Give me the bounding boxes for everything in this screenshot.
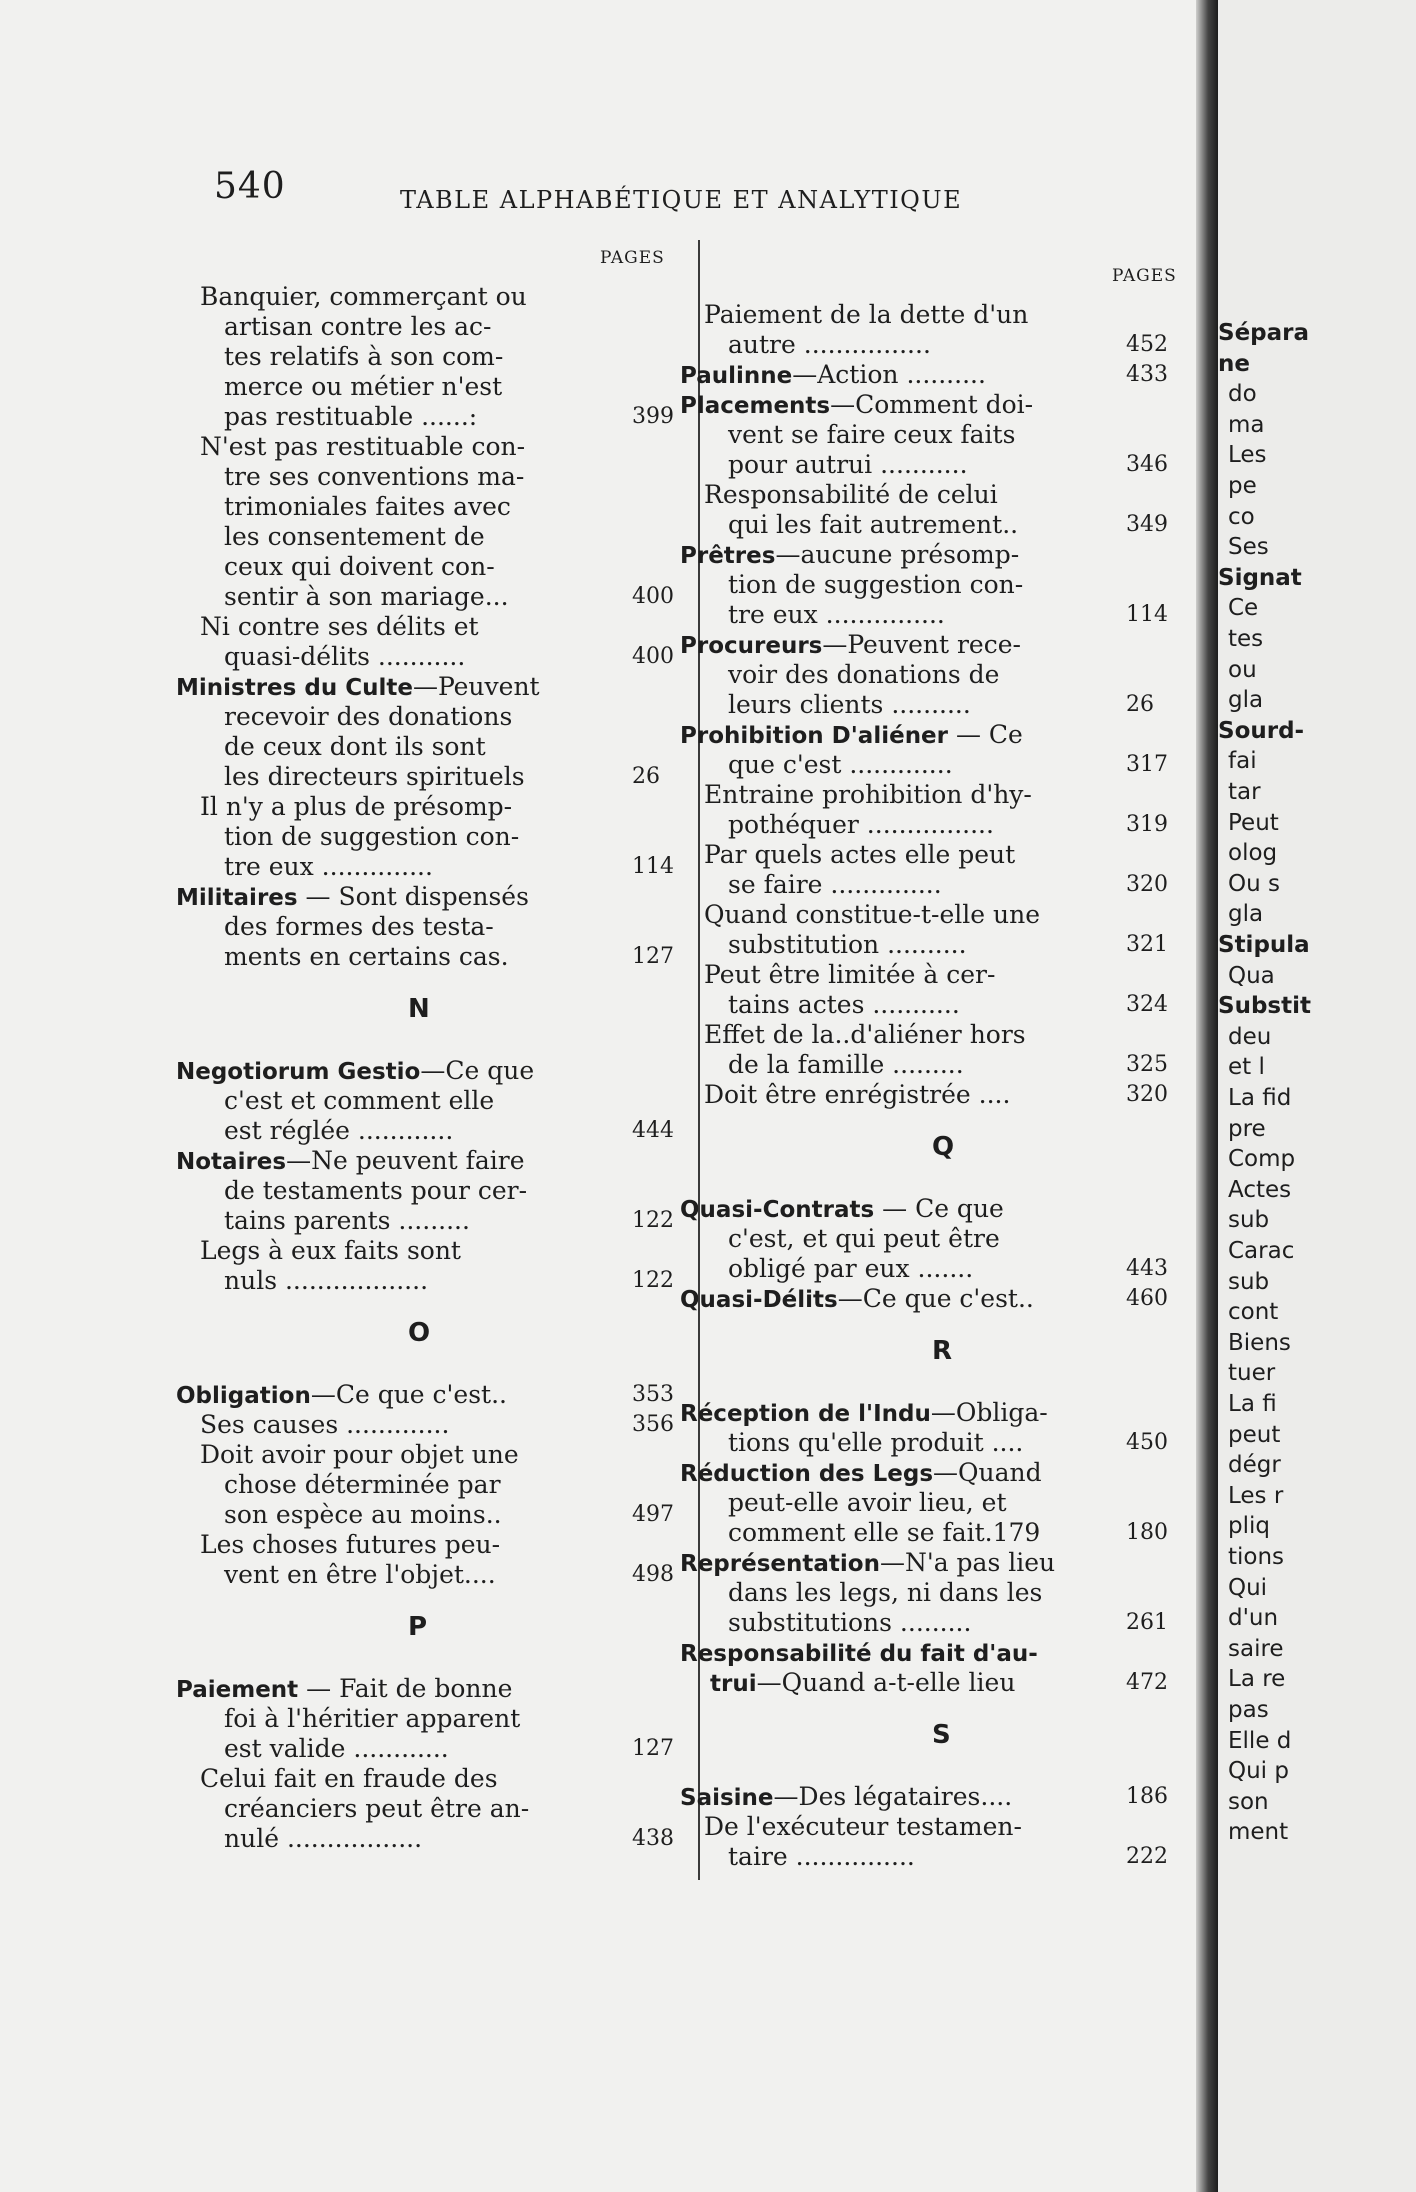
index-text: tion de suggestion con- bbox=[224, 822, 520, 851]
index-text: foi à l'héritier apparent bbox=[224, 1704, 521, 1733]
index-line bbox=[224, 1176, 527, 1206]
index-text: Doit être enrégistrée .... bbox=[704, 1080, 1011, 1109]
index-text: — Ce que bbox=[874, 1194, 1004, 1223]
facing-page-text: Qui p bbox=[1228, 1758, 1289, 1785]
index-line bbox=[728, 810, 994, 840]
index-text: nulé ................. bbox=[224, 1824, 423, 1853]
index-text: — Fait de bonne bbox=[298, 1674, 513, 1703]
index-line bbox=[728, 570, 1023, 600]
index-line bbox=[704, 960, 995, 990]
page-reference: 320 bbox=[1126, 1082, 1168, 1107]
index-line bbox=[728, 420, 1015, 450]
index-line bbox=[680, 1284, 1034, 1315]
facing-page-text: Les bbox=[1228, 442, 1267, 469]
index-line bbox=[224, 822, 519, 852]
facing-page-text: Les r bbox=[1228, 1482, 1284, 1509]
index-line bbox=[224, 1500, 502, 1530]
index-headword: Réduction des Legs bbox=[680, 1461, 934, 1487]
facing-page-text: sub bbox=[1228, 1207, 1270, 1234]
index-text: —Comment doi- bbox=[830, 390, 1034, 419]
section-letter: Q bbox=[932, 1132, 955, 1162]
index-line bbox=[680, 1458, 1042, 1489]
index-line bbox=[200, 1440, 519, 1470]
index-text: est réglée ............ bbox=[224, 1116, 454, 1145]
index-line bbox=[704, 1812, 1022, 1842]
page-reference: 400 bbox=[632, 584, 674, 609]
index-line bbox=[200, 282, 527, 312]
index-text: c'est et comment elle bbox=[224, 1086, 495, 1115]
index-text: Paiement de la dette d'un bbox=[704, 300, 1029, 329]
index-text: les consentement de bbox=[224, 522, 485, 551]
page-reference: 127 bbox=[632, 944, 674, 969]
index-line bbox=[224, 522, 485, 552]
index-headword: Responsabilité du fait d'au- bbox=[680, 1641, 1038, 1667]
facing-page-text: Biens bbox=[1228, 1329, 1291, 1356]
index-line bbox=[200, 1236, 461, 1266]
index-line bbox=[176, 672, 540, 703]
facing-page-text: Peut bbox=[1228, 809, 1279, 836]
page-reference: 443 bbox=[1126, 1256, 1168, 1281]
index-line bbox=[224, 1734, 449, 1764]
index-line bbox=[224, 342, 503, 372]
page-reference: 452 bbox=[1126, 332, 1168, 357]
facing-page-text: gla bbox=[1228, 687, 1264, 714]
page-reference: 498 bbox=[632, 1562, 674, 1587]
page-reference: 261 bbox=[1126, 1610, 1168, 1635]
index-line bbox=[224, 762, 525, 792]
index-line bbox=[728, 930, 967, 960]
index-line bbox=[704, 840, 1015, 870]
page-reference: 400 bbox=[632, 644, 674, 669]
facing-page-text: Carac bbox=[1228, 1238, 1295, 1264]
index-text: —Ce que c'est.. bbox=[310, 1380, 507, 1409]
page-reference: 346 bbox=[1126, 452, 1168, 477]
index-headword: Ministres du Culte bbox=[176, 675, 413, 701]
index-line bbox=[680, 630, 1021, 661]
facing-page-text: Ce bbox=[1228, 595, 1259, 622]
facing-page-text: sub bbox=[1228, 1268, 1270, 1295]
index-line bbox=[680, 360, 986, 391]
index-line bbox=[728, 1224, 1000, 1254]
section-letter: P bbox=[408, 1612, 428, 1642]
index-line bbox=[680, 1194, 1004, 1225]
index-line bbox=[704, 1020, 1026, 1050]
index-text: Par quels actes elle peut bbox=[704, 840, 1016, 869]
page-reference: 356 bbox=[632, 1412, 674, 1437]
index-text: taire ............... bbox=[728, 1842, 915, 1871]
facing-page-text: peut bbox=[1228, 1421, 1281, 1448]
index-line bbox=[728, 1050, 964, 1080]
index-line bbox=[728, 690, 971, 720]
section-letter: N bbox=[408, 994, 430, 1024]
index-text: voir des donations de bbox=[728, 660, 1000, 689]
index-line bbox=[728, 1518, 1040, 1548]
index-line bbox=[224, 1704, 520, 1734]
index-text: Effet de la..d'aliéner hors bbox=[704, 1020, 1026, 1049]
facing-page-text: co bbox=[1228, 503, 1255, 530]
index-text: Il n'y a plus de présomp- bbox=[200, 792, 513, 821]
index-headword: Negotiorum Gestio bbox=[176, 1059, 421, 1085]
index-line bbox=[224, 912, 494, 942]
index-text: nuls .................. bbox=[224, 1266, 429, 1295]
index-text: tes relatifs à son com- bbox=[224, 342, 504, 371]
index-text: —Peuvent bbox=[412, 672, 540, 701]
facing-page-text: ne bbox=[1218, 350, 1250, 377]
page-reference: 26 bbox=[1126, 692, 1154, 717]
page-reference: 320 bbox=[1126, 872, 1168, 897]
index-headword: Quasi-Délits bbox=[680, 1287, 838, 1313]
index-line bbox=[224, 942, 509, 972]
index-text: comment elle se fait.179 bbox=[728, 1518, 1041, 1547]
facing-page-text: pas bbox=[1228, 1697, 1269, 1723]
facing-page-text: d'un bbox=[1228, 1605, 1279, 1632]
page-reference: 114 bbox=[632, 854, 674, 879]
page-reference: 450 bbox=[1126, 1430, 1168, 1455]
index-text: Peut être limitée à cer- bbox=[704, 960, 996, 989]
index-headword: Paiement bbox=[176, 1677, 299, 1703]
index-text: substitution .......... bbox=[728, 930, 967, 959]
index-line bbox=[728, 510, 1018, 540]
index-headword: Placements bbox=[680, 393, 831, 419]
index-line bbox=[224, 1794, 529, 1824]
section-letter: R bbox=[932, 1336, 953, 1366]
page-reference: 460 bbox=[1126, 1286, 1168, 1311]
index-headword: Militaires bbox=[176, 885, 298, 911]
index-line bbox=[704, 1080, 1010, 1110]
index-text: —Action .......... bbox=[792, 360, 986, 389]
page-reference: 180 bbox=[1126, 1520, 1168, 1545]
facing-page-text: Ou s bbox=[1228, 870, 1280, 897]
index-line bbox=[224, 552, 495, 582]
index-column-right bbox=[680, 256, 1177, 1871]
index-line bbox=[728, 1254, 973, 1284]
index-text: Quand constitue-t-elle une bbox=[704, 900, 1040, 929]
index-headword: Obligation bbox=[176, 1383, 311, 1409]
page-reference: 222 bbox=[1126, 1844, 1168, 1869]
facing-page-text: fai bbox=[1228, 748, 1257, 775]
index-line bbox=[200, 612, 479, 642]
index-text: pour autrui ........... bbox=[728, 450, 968, 479]
index-text: de ceux dont ils sont bbox=[224, 732, 486, 761]
index-headword: Représentation bbox=[680, 1551, 880, 1577]
index-text: vent en être l'objet.... bbox=[224, 1560, 496, 1589]
index-text: tion de suggestion con- bbox=[728, 570, 1024, 599]
index-line bbox=[704, 300, 1028, 330]
facing-page-text: dégr bbox=[1228, 1452, 1281, 1479]
facing-page-text: La re bbox=[1228, 1666, 1286, 1693]
index-line bbox=[224, 1470, 501, 1500]
index-line bbox=[728, 1578, 1042, 1608]
page-reference: 122 bbox=[632, 1268, 674, 1293]
index-line bbox=[200, 792, 512, 822]
facing-page-text: ma bbox=[1228, 411, 1265, 438]
facing-page-text: Signat bbox=[1218, 564, 1302, 591]
page-reference: 317 bbox=[1126, 752, 1168, 777]
index-line bbox=[200, 1410, 449, 1440]
index-headword: Quasi-Contrats bbox=[680, 1197, 875, 1223]
index-text: artisan contre les ac- bbox=[224, 312, 492, 341]
facing-page-text: Qua bbox=[1228, 962, 1275, 989]
index-text: — Sont dispensés bbox=[297, 882, 529, 911]
index-headword: Prêtres bbox=[680, 543, 776, 569]
page-reference: 497 bbox=[632, 1502, 674, 1527]
pages-column-label: PAGES bbox=[600, 248, 665, 268]
facing-page-text: gla bbox=[1228, 901, 1264, 928]
index-text: des formes des testa- bbox=[224, 912, 494, 941]
index-text: c'est, et qui peut être bbox=[728, 1224, 1000, 1253]
index-text: N'est pas restituable con- bbox=[200, 432, 526, 461]
index-line bbox=[728, 450, 968, 480]
pages-column-label: PAGES bbox=[1112, 266, 1177, 286]
page-reference: 399 bbox=[632, 404, 674, 429]
page-reference: 319 bbox=[1126, 812, 1168, 837]
page-reference: 444 bbox=[632, 1118, 674, 1143]
index-text: merce ou métier n'est bbox=[224, 372, 503, 401]
facing-page-text: La fi bbox=[1228, 1391, 1277, 1417]
index-line bbox=[224, 1824, 422, 1854]
index-line bbox=[224, 1086, 494, 1116]
page-reference: 114 bbox=[1126, 602, 1168, 627]
index-text: ceux qui doivent con- bbox=[224, 552, 495, 581]
index-line bbox=[200, 1764, 498, 1794]
index-text: recevoir des donations bbox=[224, 702, 513, 731]
index-line bbox=[704, 480, 998, 510]
index-text: leurs clients .......... bbox=[728, 690, 971, 719]
book-gutter bbox=[1196, 0, 1218, 2192]
index-text: tre ses conventions ma- bbox=[224, 462, 525, 491]
index-text: tions qu'elle produit .... bbox=[728, 1428, 1024, 1457]
facing-page-text: Qui bbox=[1228, 1574, 1268, 1601]
facing-page-text: tes bbox=[1228, 626, 1264, 652]
facing-page-text: pe bbox=[1228, 473, 1257, 499]
facing-page-text: Sépara bbox=[1218, 320, 1310, 346]
index-text: substitutions ......... bbox=[728, 1608, 972, 1637]
index-text: de la famille ......... bbox=[728, 1050, 964, 1079]
index-text: chose déterminée par bbox=[224, 1470, 501, 1499]
facing-page-text: son bbox=[1228, 1788, 1269, 1815]
index-text: se faire .............. bbox=[728, 870, 942, 899]
facing-page-text: Actes bbox=[1228, 1176, 1292, 1203]
index-line bbox=[728, 1488, 1007, 1518]
index-line bbox=[224, 402, 477, 432]
index-line bbox=[680, 540, 1019, 571]
page-reference: 438 bbox=[632, 1826, 674, 1851]
index-text: les directeurs spirituels bbox=[224, 762, 525, 791]
index-line bbox=[704, 900, 1040, 930]
facing-page-text: La fid bbox=[1228, 1085, 1292, 1111]
page-number: 540 bbox=[214, 166, 286, 207]
facing-page-text: do bbox=[1228, 381, 1257, 408]
index-text: pothéquer ................ bbox=[728, 810, 994, 839]
index-text: Banquier, commerçant ou bbox=[200, 282, 527, 311]
page-reference: 26 bbox=[632, 764, 660, 789]
index-line bbox=[728, 660, 999, 690]
index-line bbox=[224, 1206, 470, 1236]
index-text: tains parents ......... bbox=[224, 1206, 470, 1235]
index-line bbox=[224, 852, 433, 882]
index-text: que c'est ............. bbox=[728, 750, 953, 779]
index-line bbox=[224, 492, 511, 522]
facing-page-text: ou bbox=[1228, 656, 1257, 683]
facing-page-text: Ses bbox=[1228, 534, 1269, 561]
facing-page-text: Sourd- bbox=[1218, 717, 1305, 744]
index-line bbox=[224, 462, 524, 492]
facing-page-text: Elle d bbox=[1228, 1727, 1292, 1754]
running-head: TABLE ALPHABÉTIQUE ET ANALYTIQUE bbox=[400, 186, 963, 214]
index-line bbox=[680, 1638, 1038, 1669]
facing-page-text: Substit bbox=[1218, 993, 1311, 1020]
index-text: de testaments pour cer- bbox=[224, 1176, 528, 1205]
index-line bbox=[176, 1674, 512, 1705]
index-text: De l'exécuteur testamen- bbox=[704, 1812, 1022, 1841]
facing-page-text: Comp bbox=[1228, 1146, 1296, 1173]
index-text: —Quand a-t-elle lieu bbox=[756, 1668, 1016, 1697]
index-line bbox=[680, 720, 1023, 751]
index-line bbox=[224, 702, 512, 732]
facing-page-text: saire bbox=[1228, 1635, 1284, 1662]
index-line bbox=[680, 390, 1033, 421]
index-text: —Ce que bbox=[420, 1056, 535, 1085]
index-line bbox=[224, 312, 492, 342]
index-text: —Peuvent rece- bbox=[822, 630, 1021, 659]
index-line bbox=[224, 1560, 496, 1590]
facing-page-text: pre bbox=[1228, 1115, 1266, 1142]
index-line bbox=[728, 1428, 1023, 1458]
index-line bbox=[680, 1782, 1012, 1813]
facing-page-text: cont bbox=[1228, 1299, 1279, 1326]
index-text: —N'a pas lieu bbox=[879, 1548, 1056, 1577]
facing-page-text: olog bbox=[1228, 840, 1278, 867]
facing-page-text: ment bbox=[1228, 1819, 1289, 1846]
index-line bbox=[224, 372, 502, 402]
facing-page-text: et l bbox=[1228, 1054, 1265, 1081]
page-reference: 325 bbox=[1126, 1052, 1168, 1077]
page-reference: 353 bbox=[632, 1382, 674, 1407]
facing-page-fragment bbox=[1218, 0, 1416, 2192]
index-text: —Des légataires.... bbox=[773, 1782, 1013, 1811]
page-reference: 127 bbox=[632, 1736, 674, 1761]
section-letter: O bbox=[408, 1318, 431, 1348]
index-line bbox=[728, 330, 931, 360]
page-reference: 122 bbox=[632, 1208, 674, 1233]
index-line bbox=[728, 870, 942, 900]
index-text: tre eux ............... bbox=[728, 600, 945, 629]
index-line bbox=[224, 582, 509, 612]
index-text: Celui fait en fraude des bbox=[200, 1764, 498, 1793]
page-reference: 472 bbox=[1126, 1670, 1168, 1695]
index-line bbox=[710, 1668, 1015, 1699]
index-text: son espèce au moins.. bbox=[224, 1500, 502, 1529]
index-text: quasi-délits ........... bbox=[224, 642, 466, 671]
page-reference: 321 bbox=[1126, 932, 1168, 957]
index-line bbox=[200, 432, 525, 462]
facing-page-text: Stipula bbox=[1218, 932, 1310, 958]
index-line bbox=[224, 732, 486, 762]
index-line bbox=[680, 1548, 1055, 1579]
index-text: ments en certains cas. bbox=[224, 942, 509, 971]
index-line bbox=[176, 1056, 534, 1087]
index-line bbox=[728, 990, 960, 1020]
index-line bbox=[176, 882, 529, 913]
index-text: trimoniales faites avec bbox=[224, 492, 511, 521]
index-text: autre ................ bbox=[728, 330, 931, 359]
index-text: est valide ............ bbox=[224, 1734, 449, 1763]
index-text: —Quand bbox=[933, 1458, 1042, 1487]
index-text: pas restituable ......: bbox=[224, 402, 478, 431]
index-line bbox=[728, 1842, 915, 1872]
index-text: tains actes ........... bbox=[728, 990, 960, 1019]
index-line bbox=[728, 600, 945, 630]
index-text: —Ce que c'est.. bbox=[837, 1284, 1034, 1313]
index-line bbox=[704, 780, 1032, 810]
index-text: tre eux .............. bbox=[224, 852, 433, 881]
page-reference: 324 bbox=[1126, 992, 1168, 1017]
index-line bbox=[176, 1380, 507, 1411]
index-text: —aucune présomp- bbox=[775, 540, 1020, 569]
index-headword-continued: trui bbox=[710, 1671, 757, 1697]
index-headword: Prohibition D'aliéner bbox=[680, 723, 949, 749]
index-line bbox=[728, 1608, 971, 1638]
index-line bbox=[176, 1146, 525, 1177]
index-headword: Notaires bbox=[176, 1149, 287, 1175]
index-text: Doit avoir pour objet une bbox=[200, 1440, 519, 1469]
index-text: dans les legs, ni dans les bbox=[728, 1578, 1043, 1607]
facing-page-text: tar bbox=[1228, 779, 1261, 805]
index-text: obligé par eux ....... bbox=[728, 1254, 974, 1283]
index-text: vent se faire ceux faits bbox=[728, 420, 1016, 449]
index-text: Ni contre ses délits et bbox=[200, 612, 479, 641]
facing-page-text: tions bbox=[1228, 1544, 1285, 1570]
index-headword: Paulinne bbox=[680, 363, 793, 389]
index-line bbox=[224, 1266, 428, 1296]
index-text: Legs à eux faits sont bbox=[200, 1236, 461, 1265]
page-reference: 186 bbox=[1126, 1784, 1168, 1809]
index-line bbox=[200, 1530, 500, 1560]
index-line bbox=[728, 750, 953, 780]
facing-page-text: tuer bbox=[1228, 1360, 1276, 1387]
index-text: Ses causes ............. bbox=[200, 1410, 450, 1439]
index-text: Les choses futures peu- bbox=[200, 1530, 501, 1559]
index-text: — Ce bbox=[948, 720, 1023, 749]
facing-page-text: pliq bbox=[1228, 1513, 1270, 1540]
facing-page-text: deu bbox=[1228, 1023, 1272, 1050]
index-text: qui les fait autrement.. bbox=[728, 510, 1019, 539]
index-text: peut-elle avoir lieu, et bbox=[728, 1488, 1007, 1517]
index-line bbox=[224, 642, 465, 672]
index-headword: Procureurs bbox=[680, 633, 823, 659]
index-text: Responsabilité de celui bbox=[704, 480, 998, 509]
index-line bbox=[224, 1116, 453, 1146]
page-reference: 349 bbox=[1126, 512, 1168, 537]
index-text: —Obliga- bbox=[930, 1398, 1048, 1427]
index-text: —Ne peuvent faire bbox=[286, 1146, 525, 1175]
index-headword: Saisine bbox=[680, 1785, 774, 1811]
index-text: créanciers peut être an- bbox=[224, 1794, 530, 1823]
index-text: sentir à son mariage... bbox=[224, 582, 509, 611]
index-column-left bbox=[176, 238, 674, 1853]
index-text: Entraine prohibition d'hy- bbox=[704, 780, 1032, 809]
section-letter: S bbox=[932, 1720, 951, 1750]
page-reference: 433 bbox=[1126, 362, 1168, 387]
index-headword: Réception de l'Indu bbox=[680, 1401, 931, 1427]
index-line bbox=[680, 1398, 1048, 1429]
